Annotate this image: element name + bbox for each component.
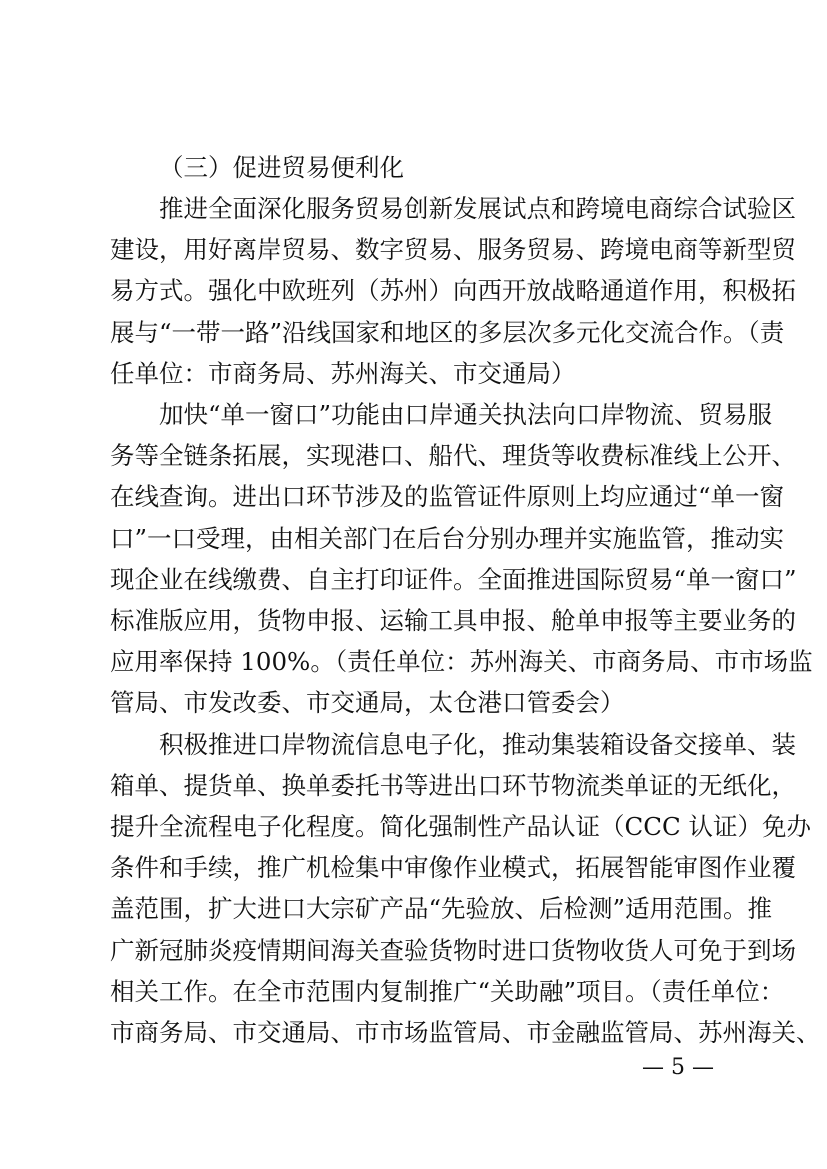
paragraph-1-line-5: 任单位：市商务局、苏州海关、市交通局） xyxy=(110,358,576,388)
paragraph-3-line-4: 条件和手续，推广机检集中审像作业模式，拓展智能审图作业覆 xyxy=(110,853,796,883)
paragraph-1-line-4: 展与“一带一路”沿线国家和地区的多层次多元化交流合作。（责 xyxy=(110,317,785,347)
paragraph-2-line-2: 务等全链条拓展，实现港口、船代、理货等收费标准线上公开、 xyxy=(110,441,796,471)
paragraph-1-line-2: 建设，用好离岸贸易、数字贸易、服务贸易、跨境电商等新型贸 xyxy=(110,235,796,265)
paragraph-2-line-6: 标准版应用，货物申报、运输工具申报、舱单申报等主要业务的 xyxy=(110,606,796,635)
paragraph-2-line-5: 现企业在线缴费、自主打印证件。全面推进国际贸易“单一窗口” xyxy=(110,564,797,594)
section-heading: （三）促进贸易便利化 xyxy=(159,152,404,182)
paragraph-2-line-8: 管局、市发改委、市交通局，太仓港口管委会） xyxy=(110,688,625,718)
paragraph-3-line-8: 市商务局、市交通局、市市场监管局、市金融监管局、苏州海关、 xyxy=(110,1018,821,1047)
paragraph-1-line-1: 推进全面深化服务贸易创新发展试点和跨境电商综合试验区 xyxy=(159,194,796,223)
paragraph-2-line-3: 在线查询。进出口环节涉及的监管证件原则上均应通过“单一窗 xyxy=(110,482,785,512)
paragraph-3-line-3: 提升全流程电子化程度。简化强制性产品认证（CCC 认证）免办 xyxy=(110,812,812,841)
paragraph-2-line-7: 应用率保持 100%。（责任单位：苏州海关、市商务局、市市场监 xyxy=(110,647,813,677)
paragraph-2-line-4: 口”一口受理，由相关部门在后台分别办理并实施监管，推动实 xyxy=(110,523,785,553)
paragraph-3-line-1: 积极推进口岸物流信息电子化，推动集装箱设备交接单、装 xyxy=(159,729,796,759)
paragraph-3-line-5: 盖范围，扩大进口大宗矿产品“先验放、后检测”适用范围。推 xyxy=(110,894,773,924)
paragraph-3-line-7: 相关工作。在全市范围内复制推广“关助融”项目。（责任单位： xyxy=(110,976,785,1006)
paragraph-2-line-1: 加快“单一窗口”功能由口岸通关执法向口岸物流、贸易服 xyxy=(159,400,773,429)
paragraph-1-line-3: 易方式。强化中欧班列（苏州）向西开放战略通道作用，积极拓 xyxy=(110,276,796,306)
page-number: — 5 — xyxy=(642,1055,714,1080)
paragraph-3-line-2: 箱单、提货单、换单委托书等进出口环节物流类单证的无纸化， xyxy=(110,770,796,800)
paragraph-3-line-6: 广新冠肺炎疫情期间海关查验货物时进口货物收货人可免于到场 xyxy=(110,935,796,965)
